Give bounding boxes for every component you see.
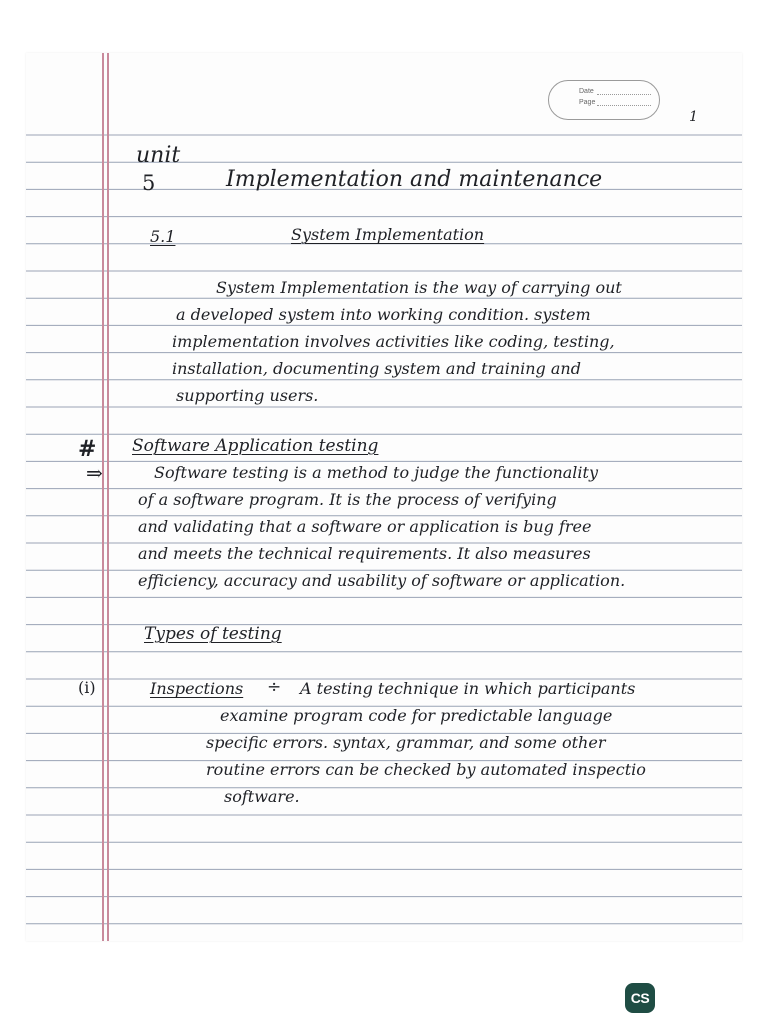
date-row xyxy=(579,88,651,97)
camscanner-badge: CS xyxy=(625,983,655,1013)
paragraph-line: Software testing is a method to judge the functionality xyxy=(154,463,599,482)
paragraph-line: a developed system into working condition. system xyxy=(176,305,591,324)
paragraph-line: and meets the technical requirements. It also measures xyxy=(138,544,591,563)
item-line: software. xyxy=(224,787,300,806)
paragraph-line: and validating that a software or application is bug free xyxy=(138,517,592,536)
unit-number: 5 xyxy=(142,171,156,195)
page-label: Page xyxy=(579,99,596,106)
margin-line-left xyxy=(102,53,104,941)
hash-marker: # xyxy=(78,436,97,462)
item-line: routine errors can be checked by automated inspectio xyxy=(206,760,646,779)
unit-label: unit xyxy=(136,143,181,168)
paragraph-line: efficiency, accuracy and usability of software or application. xyxy=(138,571,626,590)
item-line: A testing technique in which participants xyxy=(300,679,636,698)
types-title: Types of testing xyxy=(144,624,282,644)
subsection-title: Software Application testing xyxy=(132,436,379,456)
page-row xyxy=(579,99,651,108)
item-line: specific errors. syntax, grammar, and some other xyxy=(206,733,606,752)
paragraph-line: installation, documenting system and training and xyxy=(172,359,581,378)
paragraph-line: of a software program. It is the process of verifying xyxy=(138,490,557,509)
section-title: System Implementation xyxy=(291,225,485,244)
item-line: examine program code for predictable language xyxy=(220,706,613,725)
chapter-title: Implementation and maintenance xyxy=(226,167,603,192)
margin-line-right xyxy=(107,53,109,941)
item-separator: ÷ xyxy=(267,677,282,697)
page-number: 1 xyxy=(689,109,698,125)
item-marker: (i) xyxy=(78,678,96,697)
paragraph-line: System Implementation is the way of carrying out xyxy=(216,278,622,297)
date-label: Date xyxy=(579,88,594,95)
notebook-page xyxy=(26,53,742,941)
arrow-marker: ⇒ xyxy=(86,461,103,485)
section-number: 5.1 xyxy=(150,227,176,246)
item-term: Inspections xyxy=(150,679,244,698)
paragraph-line: implementation involves activities like coding, testing, xyxy=(172,332,615,351)
date-page-stamp xyxy=(548,80,660,120)
paragraph-line: supporting users. xyxy=(176,386,319,405)
